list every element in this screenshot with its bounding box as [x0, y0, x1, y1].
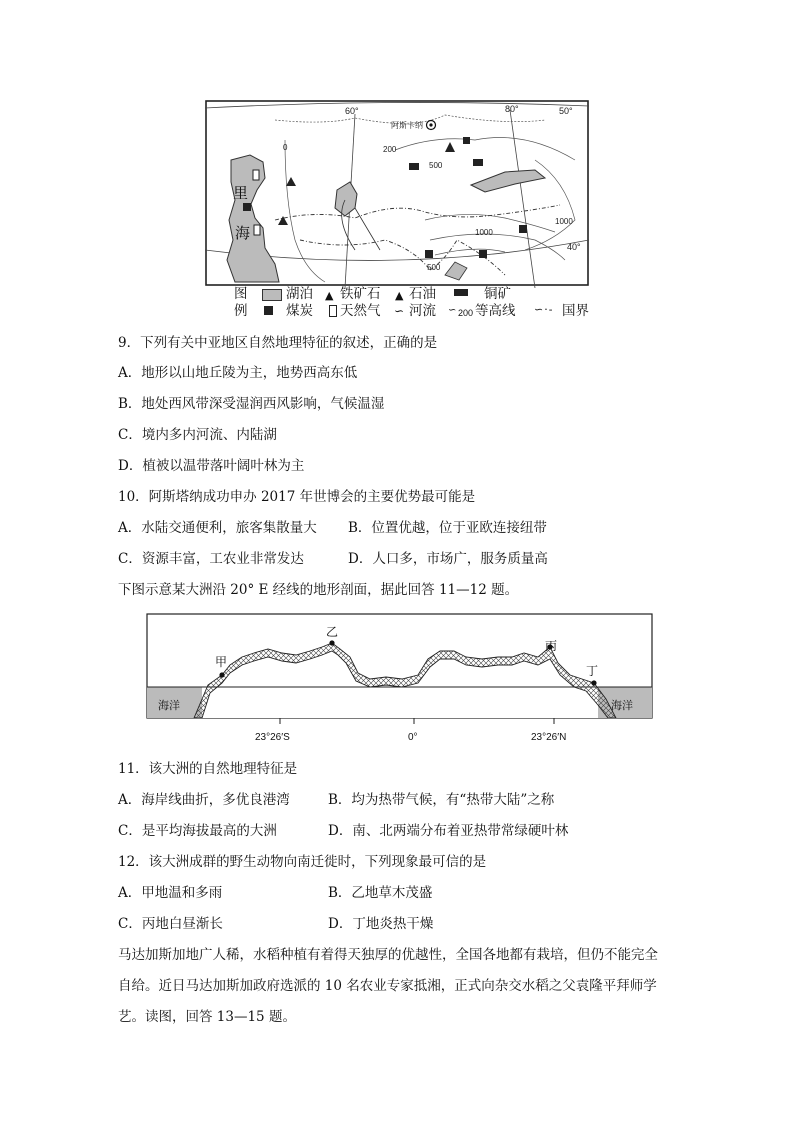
q10-stem: 10．阿斯塔纳成功申办 2017 年世博会的主要优势最可能是: [118, 489, 476, 505]
map-label-c1000b: 1000: [475, 228, 493, 237]
map-label-sea1: 里: [233, 184, 249, 202]
intro-madagascar-line3: 艺。读图，回答 13—15 题。: [118, 1009, 296, 1025]
profile-tick-s: 23°26′S: [255, 732, 290, 743]
terrain-profile: [146, 613, 654, 748]
map-label-c500a: 500: [429, 161, 443, 170]
q9-option-d: D．植被以温带落叶阔叶林为主: [118, 458, 305, 474]
map-label-c500b: 500: [427, 263, 441, 272]
iron-triangle-icon: ▲: [325, 289, 334, 302]
coal-square-icon: [264, 306, 273, 315]
map-label-city: 阿斯卡纳: [391, 121, 423, 130]
legend-gas: 天然气: [340, 303, 381, 319]
map-label-lon60: 60°: [345, 106, 359, 116]
q9-stem: 9．下列有关中亚地区自然地理特征的叙述，正确的是: [118, 335, 438, 351]
intro-madagascar-line1: 马达加斯加地广人稀，水稻种植有着得天独厚的优越性，全国各地都有栽培，但仍不能完全: [118, 947, 658, 963]
oil-derrick-icon: ▲: [395, 289, 404, 302]
map-label-sea2: 海: [235, 224, 251, 242]
q9-option-a: A．地形以山地丘陵为主，地势西高东低: [118, 365, 358, 381]
intro-madagascar-line2: 自给。近日马达加斯加政府选派的 10 名农业专家抵湘，正式向杂交水稻之父袁隆平拜师学: [118, 978, 657, 994]
legend-oil: 石油: [409, 286, 436, 302]
river-line-icon: ∽: [394, 304, 405, 318]
map-label-c1000a: 1000: [555, 217, 573, 226]
q12-option-b: B．乙地草木茂盛: [328, 885, 433, 901]
profile-ocean-left: 海洋: [158, 699, 180, 712]
q12-stem: 12．该大洲成群的野生动物向南迁徙时，下列现象最可信的是: [118, 854, 487, 870]
profile-label-yi: 乙: [326, 625, 339, 639]
map-label-lon80: 80°: [505, 104, 519, 114]
legend-copper: 铜矿: [484, 286, 511, 302]
legend-contour: 等高线: [475, 303, 516, 319]
legend-title-2: 例: [234, 303, 248, 319]
legend-coal: 煤炭: [286, 303, 313, 319]
profile-tick-0: 0°: [408, 732, 418, 743]
central-asia-map: [205, 100, 589, 288]
legend-title-1: 图: [234, 286, 248, 302]
map-label-c200: 200: [383, 145, 397, 154]
legend-contour-value: 200: [458, 308, 474, 318]
q11-option-d: D．南、北两端分布着亚热带常绿硬叶林: [328, 823, 569, 839]
q11-option-a: A．海岸线曲折，多优良港湾: [118, 792, 290, 808]
profile-label-jia: 甲: [215, 655, 228, 669]
q10-option-b: B．位置优越，位于亚欧连接纽带: [348, 520, 547, 536]
map-label-lat50: 50°: [559, 106, 573, 116]
profile-label-bing: 丙: [545, 639, 558, 653]
q10-option-c: C．资源丰富，工农业非常发达: [118, 551, 304, 567]
legend-lake: 湖泊: [286, 286, 313, 302]
q11-stem: 11．该大洲的自然地理特征是: [118, 761, 298, 777]
q12-option-c: C．丙地白昼渐长: [118, 916, 223, 932]
q12-option-d: D．丁地炎热干燥: [328, 916, 434, 932]
legend-iron: 铁矿石: [340, 286, 381, 302]
intro-profile: 下图示意某大洲沿 20° E 经线的地形剖面，据此回答 11—12 题。: [118, 582, 519, 598]
border-line-icon: ∽·-: [534, 303, 554, 316]
legend-river: 河流: [409, 303, 436, 319]
q9-option-b: B．地处西风带深受湿润西风影响，气候温湿: [118, 396, 385, 412]
q10-option-d: D．人口多，市场广，服务质量高: [348, 551, 548, 567]
q11-option-b: B．均为热带气候，有“热带大陆”之称: [328, 792, 555, 808]
map-legend: [234, 286, 614, 322]
q10-option-a: A．水陆交通便利，旅客集散量大: [118, 520, 317, 536]
map-label-lat40: 40°: [567, 242, 581, 252]
profile-label-ding: 丁: [586, 664, 599, 678]
gas-icon: [329, 305, 337, 317]
copper-bar-icon: [454, 289, 468, 296]
q9-option-c: C．境内多内河流、内陆湖: [118, 427, 277, 443]
q11-option-c: C．是平均海拔最高的大洲: [118, 823, 277, 839]
lake-swatch-icon: [262, 289, 282, 301]
q12-option-a: A．甲地温和多雨: [118, 885, 223, 901]
profile-tick-n: 23°26′N: [531, 732, 567, 743]
profile-ocean-right: 海洋: [611, 699, 633, 712]
legend-border: 国界: [562, 303, 589, 319]
contour-line-icon: ∽: [448, 305, 457, 316]
map-label-c0: 0: [283, 143, 288, 152]
